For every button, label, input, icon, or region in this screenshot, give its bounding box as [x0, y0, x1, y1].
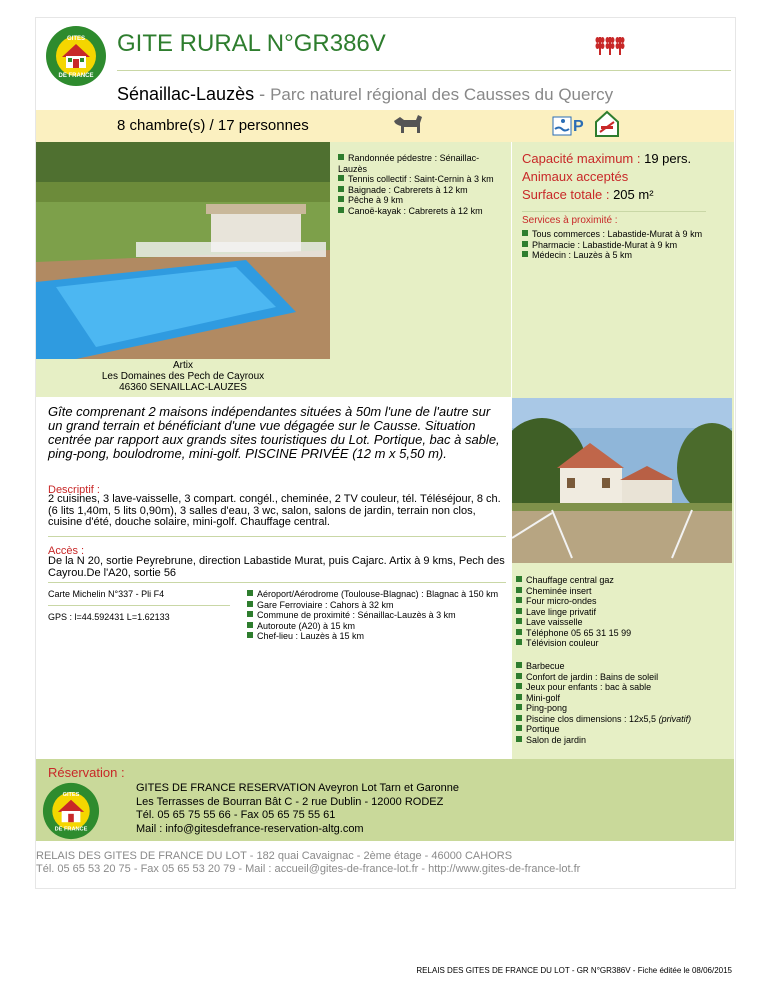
equipment-text: Cheminée insert — [526, 585, 592, 596]
activity-text: Canoë-kayak : Cabrerets à 12 km — [348, 205, 483, 216]
outdoor-text: Salon de jardin — [526, 734, 587, 745]
activity-text: Randonnée pédestre : Sénaillac-Lauzès — [338, 153, 480, 174]
activity-item — [338, 206, 508, 217]
acces-divider — [48, 536, 506, 537]
activity-text: Tennis collectif : Saint-Cernin à 3 km — [348, 174, 494, 184]
svg-text:DE FRANCE: DE FRANCE — [58, 73, 94, 79]
house-photo — [512, 398, 732, 563]
descriptif-text: 2 cuisines, 3 lave-vaisselle, 3 compart. congél., cheminée, 2 TV couleur, tél. Téléséjour, 8 ch. (6 lits 1,40m, 5 lits 0,90m), 3 salles d'eau, 3 wc, salon, salons de jardin, terrain non clos, cuisine d'été, douche solaire, mini-golf. Chauffage central. — [48, 493, 501, 528]
transport-item — [247, 600, 505, 611]
equipment-text: Lave linge privatif — [526, 606, 597, 617]
services-list — [522, 229, 727, 261]
svg-text:GITES: GITES — [62, 792, 80, 799]
outdoor-text: Barbecue — [526, 661, 565, 671]
activity-item — [338, 153, 508, 174]
service-item — [522, 250, 727, 261]
caption-address: 46360 SENAILLAC-LAUZES — [119, 382, 247, 393]
acces-title: Accès : — [48, 545, 85, 557]
svg-text:GITES: GITES — [66, 36, 86, 42]
equipment-text: Télévision couleur — [526, 638, 599, 648]
equipment-list — [516, 575, 726, 649]
transport-item — [247, 621, 505, 632]
outdoor-list — [516, 661, 726, 745]
equipment-item — [516, 607, 726, 618]
equipment-item — [516, 596, 726, 607]
reservation-contact — [136, 782, 459, 836]
outdoor-text: Jeux pour enfants : bac à sable — [526, 682, 652, 692]
caption-place: Artix — [173, 360, 193, 371]
service-text: Tous commerces : Labastide-Murat à 9 km — [532, 229, 703, 239]
caption-domain: Les Domaines des Pech de Cayroux — [101, 371, 265, 382]
reservation-mail: Mail : info@gitesdefrance-reservation-altg.com — [136, 822, 364, 835]
reservation-title: Réservation : — [48, 765, 125, 780]
transport-text: Aéroport/Aérodrome (Toulouse-Blagnac) : Blagnac à 150 km — [257, 589, 499, 599]
equipment-text: Chauffage central gaz — [526, 575, 614, 585]
title-divider — [117, 70, 731, 71]
activities-list — [338, 153, 508, 216]
outdoor-item — [516, 682, 726, 693]
activity-item — [338, 174, 508, 185]
gps-coordinates: GPS : l=44.592431 L=1.62133 — [48, 612, 170, 622]
outdoor-item — [516, 672, 726, 683]
separator: - — [254, 84, 271, 104]
equipment-text: Four micro-ondes — [526, 596, 597, 606]
gps-divider — [48, 605, 230, 606]
equipment-text: Téléphone 05 65 31 15 99 — [526, 627, 632, 638]
activity-text: Pêche à 9 km — [348, 195, 404, 205]
activity-text: Baignade : Cabrerets à 12 km — [348, 184, 468, 195]
transport-text: Autoroute (A20) à 15 km — [257, 620, 356, 631]
surface-label: Surface totale : — [522, 187, 610, 202]
outdoor-item — [516, 735, 726, 746]
capacity-divider — [522, 211, 706, 212]
svg-text:P: P — [573, 118, 584, 135]
service-item — [522, 240, 727, 251]
outdoor-item — [516, 693, 726, 704]
outdoor-item — [516, 703, 726, 714]
relais-phone: Tél. 05 65 53 20 75 - Fax 05 65 53 20 79 - Mail : accueil@gites-de-france-lot.fr - http://www.gites-de-france-lot.fr — [36, 863, 581, 875]
descriptif-title: Descriptif : — [48, 484, 100, 496]
michelin-map: Carte Michelin N°337 - Pli F4 — [48, 589, 165, 599]
outdoor-text: Confort de jardin : Bains de soleil — [526, 671, 659, 682]
transport-text: Gare Ferroviaire : Cahors à 32 km — [257, 599, 394, 610]
footer-text: RELAIS DES GITES DE FRANCE DU LOT - GR N°GR386V - Fiche éditée le 08/06/2015 — [416, 966, 732, 975]
reservation-address: Les Terrasses de Bourran Bât C - 2 rue Dublin - 12000 RODEZ — [136, 795, 444, 808]
transport-list — [247, 589, 505, 642]
rooms-persons: 8 chambre(s) / 17 personnes — [117, 117, 309, 134]
outdoor-text: Portique — [526, 724, 560, 734]
capacity-block — [522, 150, 691, 204]
reservation-phone: Tél. 05 65 75 55 66 - Fax 05 65 75 55 61 — [136, 809, 336, 821]
outdoor-text: Ping-pong — [526, 703, 568, 713]
svg-text:DE FRANCE: DE FRANCE — [54, 826, 88, 833]
pool-photo — [36, 142, 330, 359]
outdoor-text: Piscine clos dimensions : 12x5,5 — [526, 713, 657, 724]
transport-item — [247, 589, 505, 600]
services-title: Services à proximité : — [522, 215, 618, 226]
equipment-item — [516, 617, 726, 628]
transport-text: Commune de proximité : Sénaillac-Lauzès à 3 km — [257, 610, 456, 620]
location-heading — [117, 84, 613, 105]
equipment-item — [516, 586, 726, 597]
gites-de-france-logo-small — [42, 782, 100, 840]
animals-accepted: Animaux acceptés — [522, 169, 629, 184]
photo-caption — [36, 360, 330, 393]
transport-item — [247, 631, 505, 642]
outdoor-item — [516, 724, 726, 735]
reservation-org: GITES DE FRANCE RESERVATION Aveyron Lot Tarn et Garonne — [136, 782, 459, 794]
gites-de-france-logo — [45, 25, 107, 87]
relais-address: RELAIS DES GITES DE FRANCE DU LOT - 182 quai Cavaignac - 2ème étage - 46000 CAHORS — [36, 850, 513, 862]
outdoor-text: Mini-golf — [526, 692, 561, 703]
outdoor-private-note: (privatif) — [658, 713, 692, 724]
capacity-value: 19 pers. — [644, 151, 692, 166]
service-text: Médecin : Lauzès à 5 km — [532, 250, 633, 260]
equipment-item — [516, 575, 726, 586]
park-name: Parc naturel régional des Causses du Quercy — [270, 85, 614, 104]
acces-text: De la N 20, sortie Peyrebrune, direction Labastide Murat, puis Cajarc. Artix à 9 kms, Pech des Cayrou.De l'A20, sortie 56 — [48, 555, 505, 579]
wheat-ears-rating-icon — [595, 33, 627, 57]
activity-item — [338, 185, 508, 196]
page-title: GITE RURAL N°GR386V — [117, 30, 386, 57]
map-divider — [48, 582, 506, 583]
equipment-text: Lave vaisselle — [526, 617, 583, 627]
outdoor-item — [516, 661, 726, 672]
equipment-item — [516, 638, 726, 649]
service-item — [522, 229, 727, 240]
service-text: Pharmacie : Labastide-Murat à 9 km — [532, 239, 678, 250]
relais-contact — [36, 850, 580, 876]
transport-item — [247, 610, 505, 621]
pool-parking-icon — [552, 111, 592, 137]
activity-item — [338, 195, 508, 206]
no-smoking-icon — [594, 110, 620, 138]
outdoor-item — [516, 714, 726, 725]
description-text: Gîte comprenant 2 maisons indépendantes situées à 50m l'une de l'autre sur un grand terrain et bénéficiant d'une vue dégagée sur le Causse. Situation centrée par rapport aux grands sites touristiques du Lot. Portique, bac à sable, ping-pong, boulodrome, mini-golf. PISCINE PRIVÉE (12 m x 5,50 m). — [48, 404, 500, 461]
surface-value: 205 m² — [613, 187, 654, 202]
capacity-label: Capacité maximum : — [522, 151, 641, 166]
town-name: Sénaillac-Lauzès — [117, 84, 255, 104]
dog-icon — [390, 111, 424, 139]
transport-text: Chef-lieu : Lauzès à 15 km — [257, 631, 365, 641]
equipment-item — [516, 628, 726, 639]
